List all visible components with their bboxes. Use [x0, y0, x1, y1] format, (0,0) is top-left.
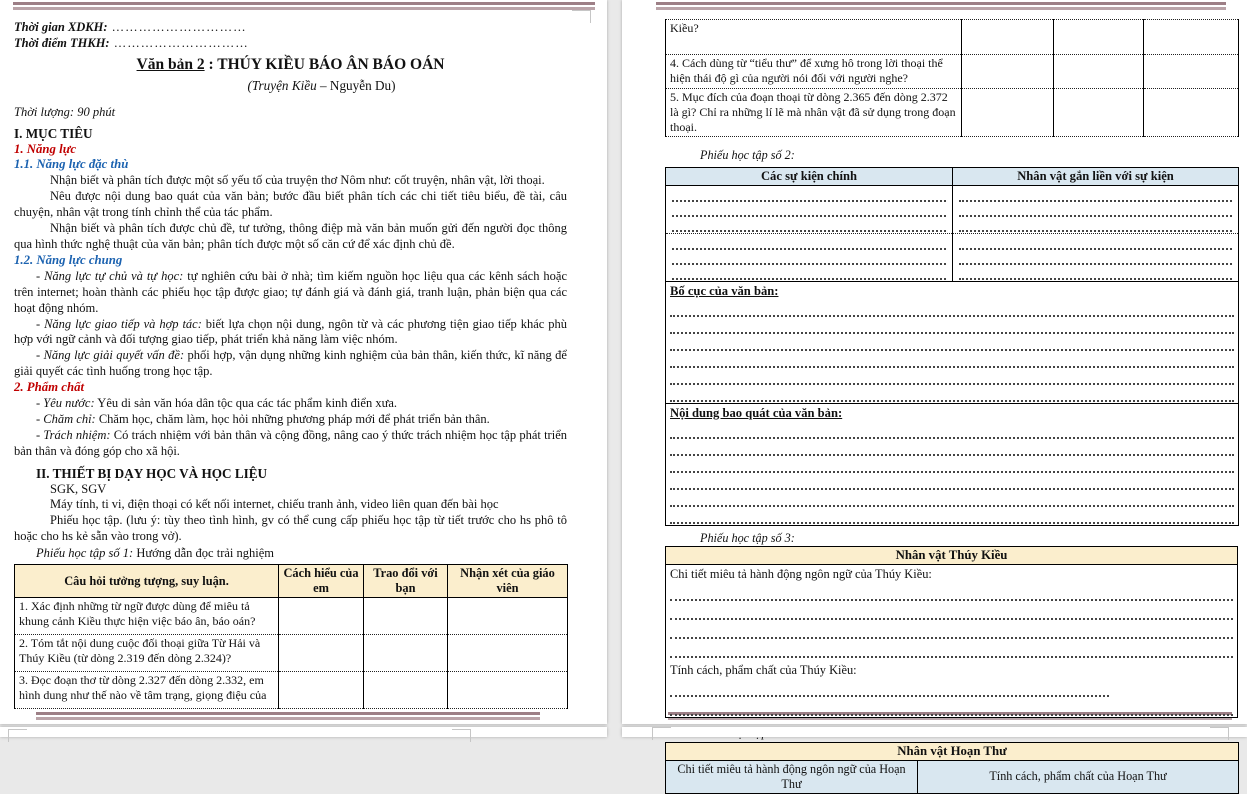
answer-cell	[962, 20, 1054, 55]
answer-cell	[279, 635, 364, 672]
paragraph: Nhận biết và phân tích được chủ đề, tư tưởng, thông điệp mà văn bản muốn gửi đến người đọc thông qua hình thức nghệ thuật của văn bản; phân tích được một số căn cứ để xác định chủ đề.	[14, 221, 567, 251]
dotted-fill-line	[959, 217, 1232, 232]
dotted-fill-line	[670, 507, 1234, 524]
worksheet1-table-continued	[665, 19, 1239, 137]
heading-objectives: I. MỤC TIÊU	[14, 125, 93, 141]
overview-section	[666, 403, 1239, 525]
fill-in-cell	[666, 185, 953, 233]
equipment-line: Máy tính, ti vi, điện thoại có kết nối internet, chiếu tranh ảnh, video liên quan đến bài học	[50, 497, 499, 512]
question-cell: 5. Mục đích của đoạn thoại từ dòng 2.365 đến dòng 2.372 là gì? Chỉ ra những lí lẽ mà nhân vật đã sử dụng trong đoạn thoại.	[666, 89, 962, 137]
page-2	[622, 0, 1247, 791]
question-cell: 3. Đọc đoạn thơ từ dòng 2.327 đến dòng 2.332, em hình dung như thế nào về tâm trạng, giọng điệu của	[15, 672, 279, 709]
page-border-top	[656, 2, 1226, 10]
dotted-fill-line	[672, 217, 946, 232]
title-rest: : THÚY KIỀU BÁO ÂN BÁO OÁN	[204, 55, 445, 73]
dotted-fill-line	[672, 265, 946, 280]
question-cell: Kiều?	[666, 20, 962, 55]
dotted-fill-line	[670, 385, 1234, 402]
fill-in-cell	[666, 233, 953, 281]
list-item	[14, 412, 567, 428]
column-header: Chi tiết miêu tả hành động ngôn ngữ của Hoạn Thư	[666, 760, 918, 793]
column-header: Cách hiểu của em	[279, 565, 364, 598]
page-corner-mark	[572, 10, 591, 23]
worksheet4-table	[665, 742, 1239, 794]
list-item	[14, 428, 567, 460]
dotted-fill-line	[672, 250, 946, 265]
dotted-fill-line	[670, 473, 1234, 490]
answer-cell	[1144, 20, 1239, 55]
next-page-edge	[622, 727, 1247, 737]
structure-section	[666, 281, 1239, 403]
column-header: Nhân vật gắn liền với sự kiện	[953, 167, 1239, 185]
dotted-fill-line	[670, 317, 1234, 334]
page-border-top	[13, 2, 595, 10]
list-item-lead: - Năng lực tự chủ và tự học:	[36, 268, 184, 283]
column-header: Các sự kiện chính	[666, 167, 953, 185]
answer-cell	[448, 598, 568, 635]
sheet2-caption: Phiếu học tập số 2:	[700, 148, 795, 162]
answer-cell	[448, 672, 568, 709]
worksheet3-table	[665, 546, 1238, 718]
list-item-text: phối hợp, vận dụng những kinh nghiệm của bản thân, kiến thức, kĩ năng để giải quyết các tình huống trong học tập.	[14, 348, 567, 379]
dotted-fill-line	[959, 235, 1232, 250]
dotted-fill-line	[672, 235, 946, 250]
duration-line: Thời lượng: 90 phút	[14, 104, 116, 119]
answer-cell	[1054, 55, 1144, 89]
dotted-fill-line	[670, 697, 1233, 716]
list-item-lead: - Năng lực giao tiếp và hợp tác:	[36, 316, 202, 331]
character-analysis-cell	[666, 565, 1238, 718]
question-cell: 4. Cách dùng từ “tiểu thư” để xưng hô trong lời thoại thể hiện thái độ gì của người nói đối với người nghe?	[666, 55, 962, 89]
dotted-fill-line	[670, 456, 1234, 473]
list-item-text: tự nghiên cứu bài ở nhà; tìm kiếm nguồn học liệu qua các kênh sách hoặc trên internet; hoàn thành các phiếu học tập được giao; tự đánh giá và đánh giá, tranh luận, phản biện qua các hoạt động nhóm.	[14, 268, 567, 315]
answer-cell	[1144, 89, 1239, 137]
dotted-fill-line	[670, 678, 1109, 697]
equipment-note: Phiếu học tập. (lưu ý: tùy theo tình hình, gv có thể cung cấp phiếu học tập từ tiết trước cho hs phô tô hoặc cho hs kẻ sẵn vào trong vở).	[14, 513, 567, 544]
meta-label: Thời gian XDKH:	[14, 20, 108, 34]
page-2-content	[665, 19, 1238, 794]
page-1-content	[14, 20, 567, 709]
dotted-fill-line	[959, 250, 1232, 265]
title-lead: Văn bản 2	[136, 55, 205, 73]
list-item-lead: - Yêu nước:	[36, 396, 95, 411]
page-corner-mark	[452, 729, 471, 742]
dotted-fill-line	[670, 334, 1234, 351]
column-header: Nhận xét của giáo viên	[448, 565, 568, 598]
list-item-text: Chăm học, chăm làm, học hỏi những phương pháp mới để phát triển bản thân.	[95, 411, 490, 426]
dotted-fill-line	[670, 601, 1233, 620]
heading-capacity-general: 1.2. Năng lực chung	[14, 252, 123, 267]
heading-capacity-specific: 1.1. Năng lực đặc thù	[14, 157, 129, 172]
document-subtitle	[14, 78, 567, 94]
equipment-line: SGK, SGV	[50, 481, 107, 496]
sheet3-caption: Phiếu học tập số 3:	[700, 530, 795, 545]
heading-equipment: II. THIẾT BỊ DẠY HỌC VÀ HỌC LIỆU	[36, 465, 268, 481]
heading-capacity: 1. Năng lực	[14, 141, 77, 156]
answer-cell	[279, 598, 364, 635]
dotted-fill-line	[670, 422, 1234, 439]
dotted-fill-line	[959, 202, 1232, 217]
list-item	[14, 269, 567, 317]
section-label: Bố cục của văn bản:	[670, 283, 779, 298]
list-item	[14, 348, 567, 380]
list-item-text: biết lựa chọn nội dung, ngôn từ và các phương tiện giao tiếp khác phù hợp với ngữ cảnh và đối tượng giao tiếp, phát triển khả năng làm việc nhóm.	[14, 316, 567, 347]
page-corner-mark	[1210, 727, 1229, 740]
fill-in-cell	[953, 233, 1239, 281]
sheet1-caption	[36, 546, 567, 562]
dotted-fill-line	[670, 368, 1234, 385]
dotted-fill-line	[959, 265, 1232, 280]
subtitle-work: (Truyện Kiều	[247, 77, 317, 93]
heading-quality: 2. Phẩm chất	[14, 380, 85, 395]
answer-cell	[962, 89, 1054, 137]
dotted-fill-line	[670, 582, 1233, 601]
list-item-lead: - Năng lực giải quyết vấn đề:	[36, 348, 185, 363]
caption-lead: Phiếu học tập số 1:	[36, 546, 134, 561]
answer-cell	[962, 55, 1054, 89]
caption-rest: Hướng dẫn đọc trải nghiệm	[133, 546, 275, 561]
dotted-fill-line	[670, 300, 1234, 317]
dotted-fill-line	[672, 187, 946, 202]
column-header: Tính cách, phẩm chất của Hoạn Thư	[918, 760, 1239, 793]
page-border-bottom	[36, 712, 540, 720]
fill-in-cell	[953, 185, 1239, 233]
dot-leader: …………………………	[107, 20, 247, 34]
answer-cell	[364, 672, 448, 709]
meta-label: Thời điểm THKH:	[14, 35, 110, 50]
answer-cell	[279, 672, 364, 709]
subtitle-author: – Nguyễn Du)	[316, 77, 396, 93]
dot-leader: …………………………	[109, 35, 249, 50]
paragraph: Nêu được nội dung bao quát của văn bản; bước đầu biết phân tích các chi tiết tiêu biểu, đề tài, câu chuyện, nhân vật trong tính chỉnh thể của tác phẩm.	[14, 189, 567, 220]
question-cell: 2. Tóm tắt nội dung cuộc đối thoại giữa Từ Hải và Thúy Kiều (từ dòng 2.319 đến dòng 2.324)?	[15, 635, 279, 672]
column-header: Câu hỏi tưởng tượng, suy luận.	[15, 565, 279, 598]
answer-cell	[364, 598, 448, 635]
question-cell: 1. Xác định những từ ngữ được dùng để miêu tả khung cảnh Kiều thực hiện việc báo ân, báo oán?	[15, 598, 279, 635]
dotted-fill-line	[670, 351, 1234, 368]
field-label: Chi tiết miêu tả hành động ngôn ngữ của Thúy Kiều:	[670, 567, 932, 581]
list-item	[14, 396, 567, 412]
worksheet2-table	[665, 167, 1239, 526]
worksheet1-table	[14, 564, 568, 709]
dotted-fill-line	[959, 187, 1232, 202]
list-item-text: Có trách nhiệm với bản thân và cộng đồng, nâng cao ý thức trách nhiệm học tập phát triển bản thân và đóng góp cho xã hội.	[14, 427, 567, 458]
list-item-lead: - Trách nhiệm:	[36, 427, 111, 442]
next-page-edge	[0, 727, 607, 737]
column-header: Trao đổi với bạn	[364, 565, 448, 598]
section-label: Nội dung bao quát của văn bản:	[670, 405, 843, 420]
page-1	[0, 0, 607, 724]
paragraph: Nhận biết và phân tích được một số yếu tố của truyện thơ Nôm như: cốt truyện, nhân vật, lời thoại.	[50, 173, 545, 188]
table-header: Nhân vật Thúy Kiều	[666, 547, 1238, 565]
answer-cell	[1144, 55, 1239, 89]
field-label: Tính cách, phẩm chất của Thúy Kiều:	[670, 663, 857, 677]
page-corner-mark	[8, 729, 27, 742]
list-item-text: Yêu di sản văn hóa dân tộc qua các tác phẩm kinh điển xưa.	[94, 396, 398, 411]
list-item	[14, 317, 567, 349]
answer-cell	[1054, 20, 1144, 55]
answer-cell	[448, 635, 568, 672]
page-corner-mark	[652, 727, 671, 740]
answer-cell	[364, 635, 448, 672]
answer-cell	[1054, 89, 1144, 137]
meta-line-2	[14, 36, 567, 52]
dotted-fill-line	[670, 439, 1234, 456]
table-header: Nhân vật Hoạn Thư	[666, 742, 1239, 760]
meta-line-1	[14, 20, 567, 36]
dotted-fill-line	[670, 639, 1233, 658]
dotted-fill-line	[672, 202, 946, 217]
document-title	[14, 54, 567, 75]
dotted-fill-line	[670, 490, 1234, 507]
list-item-lead: - Chăm chỉ:	[36, 411, 96, 426]
dotted-fill-line	[670, 620, 1233, 639]
